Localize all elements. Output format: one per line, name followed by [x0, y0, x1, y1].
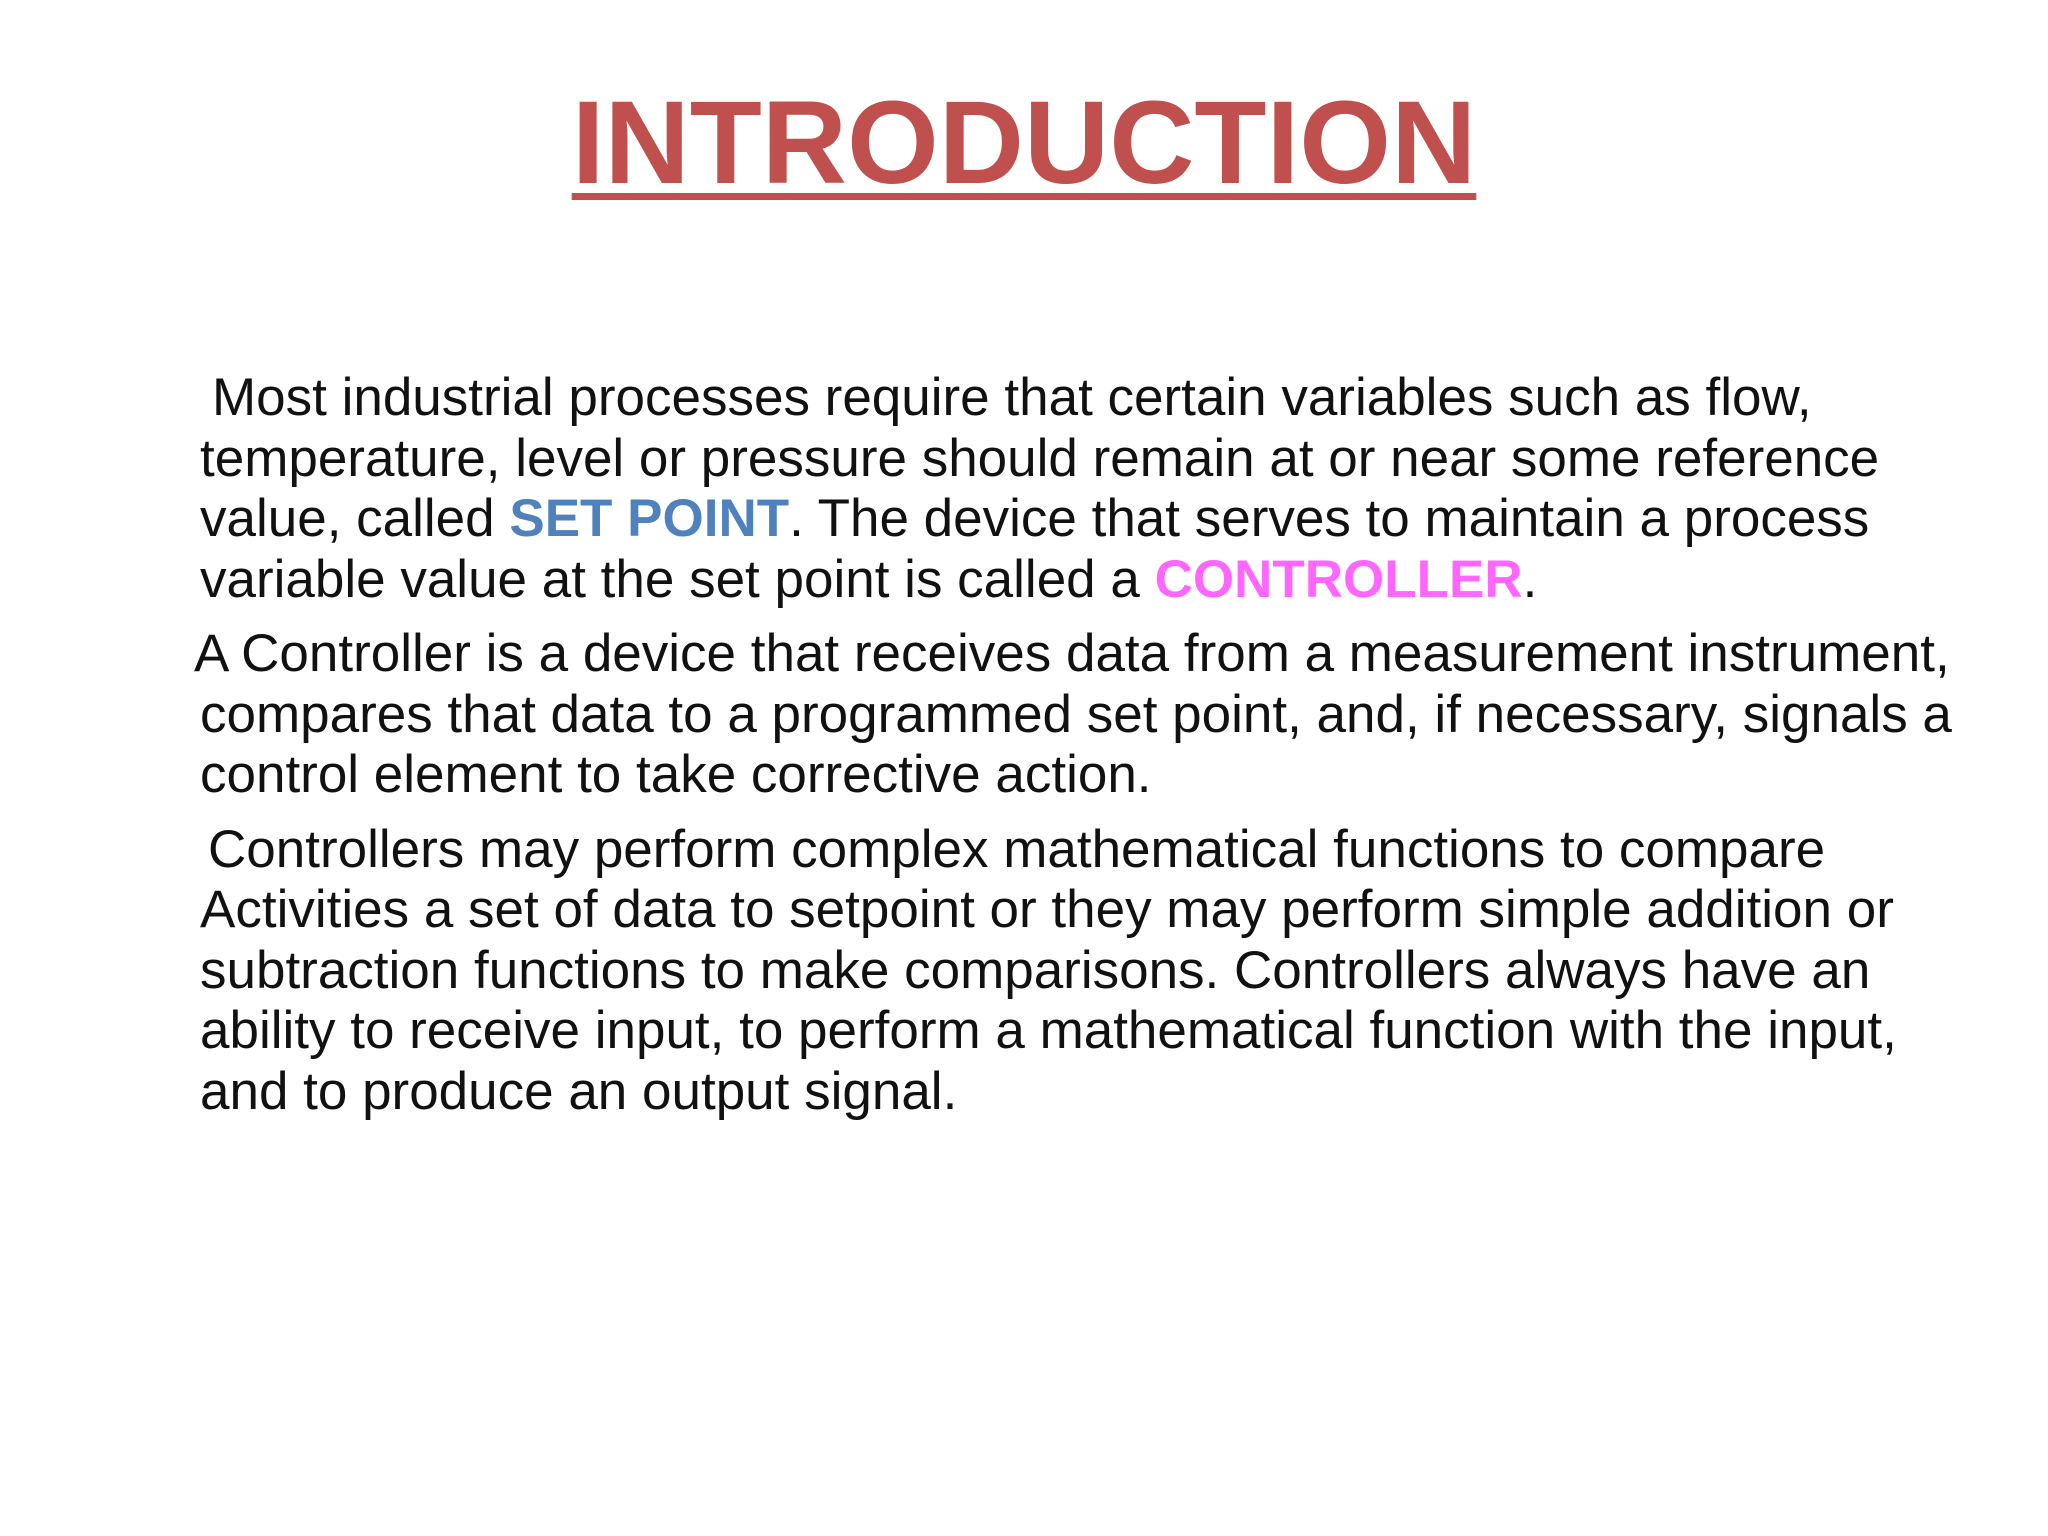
slide-body: [194, 368, 1960, 1122]
controller-keyword: CONTROLLER: [1154, 549, 1523, 609]
paragraph-set-point: [200, 368, 1960, 610]
paragraph-controller-definition: A Controller is a device that receives data from a measurement instrument, compares that data to a programmed set point, and, if necessary, signals a control element to take corrective action.: [194, 624, 1952, 804]
paragraph-1-text-b: . The device that serves to maintain a process variable value at the set point is called a: [200, 489, 1870, 609]
paragraph-controller-functions: Controllers may perform complex mathematical functions to compare Activities a set of data to setpoint or they may perform simple addition or subtraction functions to make comparisons. Controllers always have an ability to receive input, to perform a mathematical function with the input, and to produce an output signal.: [200, 819, 1897, 1121]
paragraph-1-text-a: Most industrial processes require that certain variables such as flow, temperature, level or pressure should remain at or near some reference value, called: [200, 368, 1880, 548]
paragraph-1-text-c: .: [1522, 549, 1538, 609]
set-point-keyword: SET POINT: [509, 489, 790, 548]
slide-title: INTRODUCTION: [571, 77, 1477, 209]
